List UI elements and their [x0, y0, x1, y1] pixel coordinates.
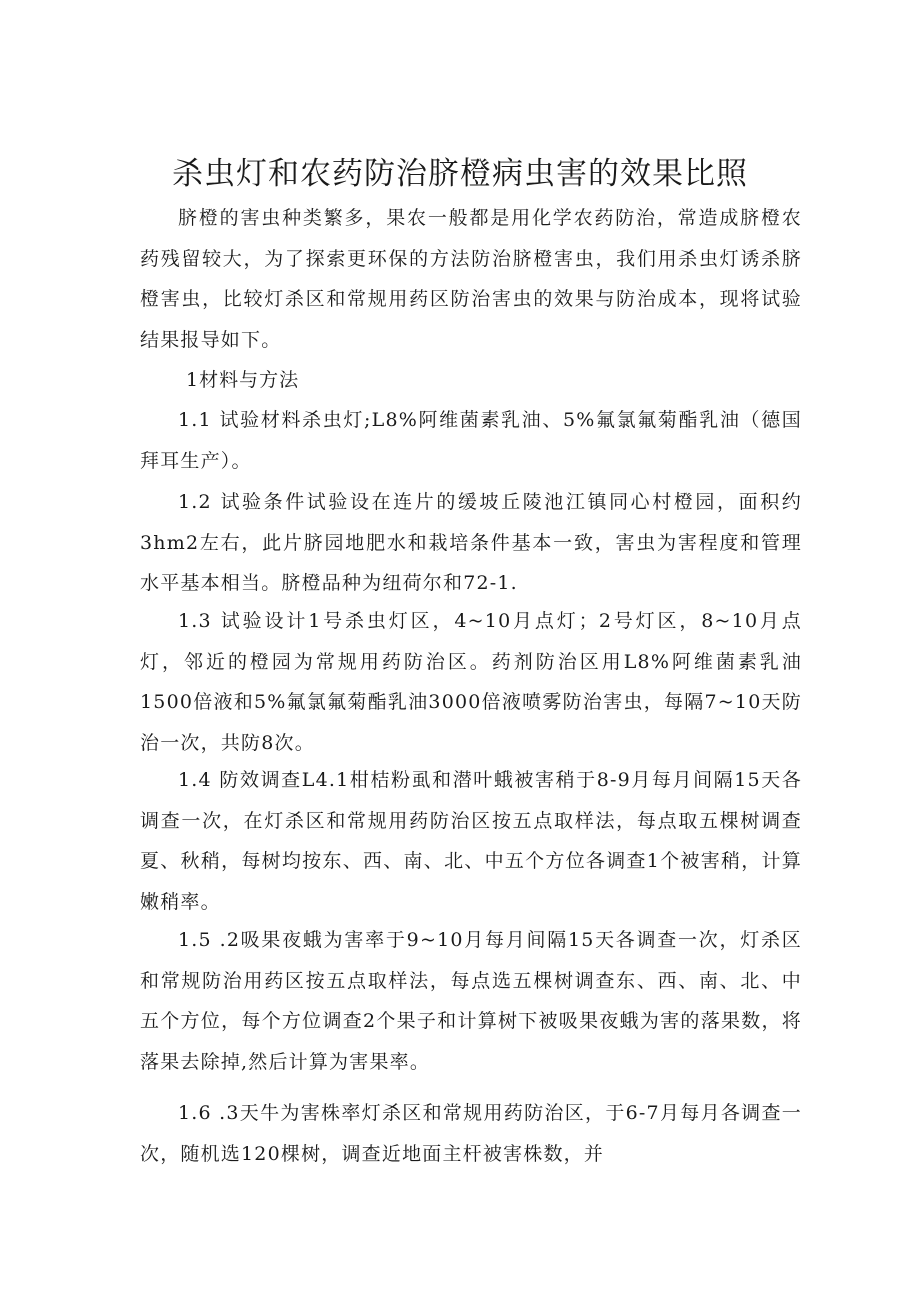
- intro-paragraph: 脐橙的害虫种类繁多，果农一般都是用化学农药防治，常造成脐橙农药残留较大，为了探索更环保的方法防治脐橙害虫，我们用杀虫灯诱杀脐橙害虫，比较灯杀区和常规用药区防治害虫的效果与防治成本，现将试验结果报导如下。: [140, 207, 802, 351]
- paragraph-1-3: 1.3 试验设计1号杀虫灯区，4~10月点灯；2号灯区，8~10月点灯，邻近的橙园为常规用药防治区。药剂防治区用L8%阿维菌素乳油1500倍液和5%氟氯氟菊酯乳油3000倍液喷雾防治害虫，每隔7~10天防治一次，共防8次。: [140, 610, 802, 754]
- document-title: 杀虫灯和农药防治脐橙病虫害的效果比照: [172, 155, 748, 192]
- section-heading-materials-methods: 1材料与方法: [186, 369, 300, 391]
- paragraph-1-1: 1.1 试验材料杀虫灯;L8%阿维菌素乳油、5%氟氯氟菊酯乳油（德国拜耳生产）。: [140, 409, 802, 472]
- paragraph-1-5: 1.5 .2吸果夜蛾为害率于9~10月每月间隔15天各调查一次，灯杀区和常规防治用药区按五点取样法，每点选五棵树调查东、西、南、北、中五个方位，每个方位调查2个果子和计算树下被吸果夜蛾为害的落果数，将落果去除掉,然后计算为害果率。: [140, 929, 802, 1073]
- paragraph-1-6: 1.6 .3天牛为害株率灯杀区和常规用药防治区，于6-7月每月各调查一次，随机选120棵树，调查近地面主杆被害株数，并: [140, 1102, 802, 1165]
- paragraph-1-2: 1.2 试验条件试验设在连片的缓坡丘陵池江镇同心村橙园，面积约3hm2左右，此片脐园地肥水和栽培条件基本一致，害虫为害程度和管理水平基本相当。脐橙品种为纽荷尔和72-1.: [140, 491, 802, 594]
- paragraph-1-4: 1.4 防效调查L4.1柑桔粉虱和潜叶蛾被害稍于8-9月每月间隔15天各调查一次，在灯杀区和常规用药防治区按五点取样法，每点取五棵树调查夏、秋稍，每树均按东、西、南、北、中五个方位各调查1个被害稍，计算嫩稍率。: [140, 769, 802, 913]
